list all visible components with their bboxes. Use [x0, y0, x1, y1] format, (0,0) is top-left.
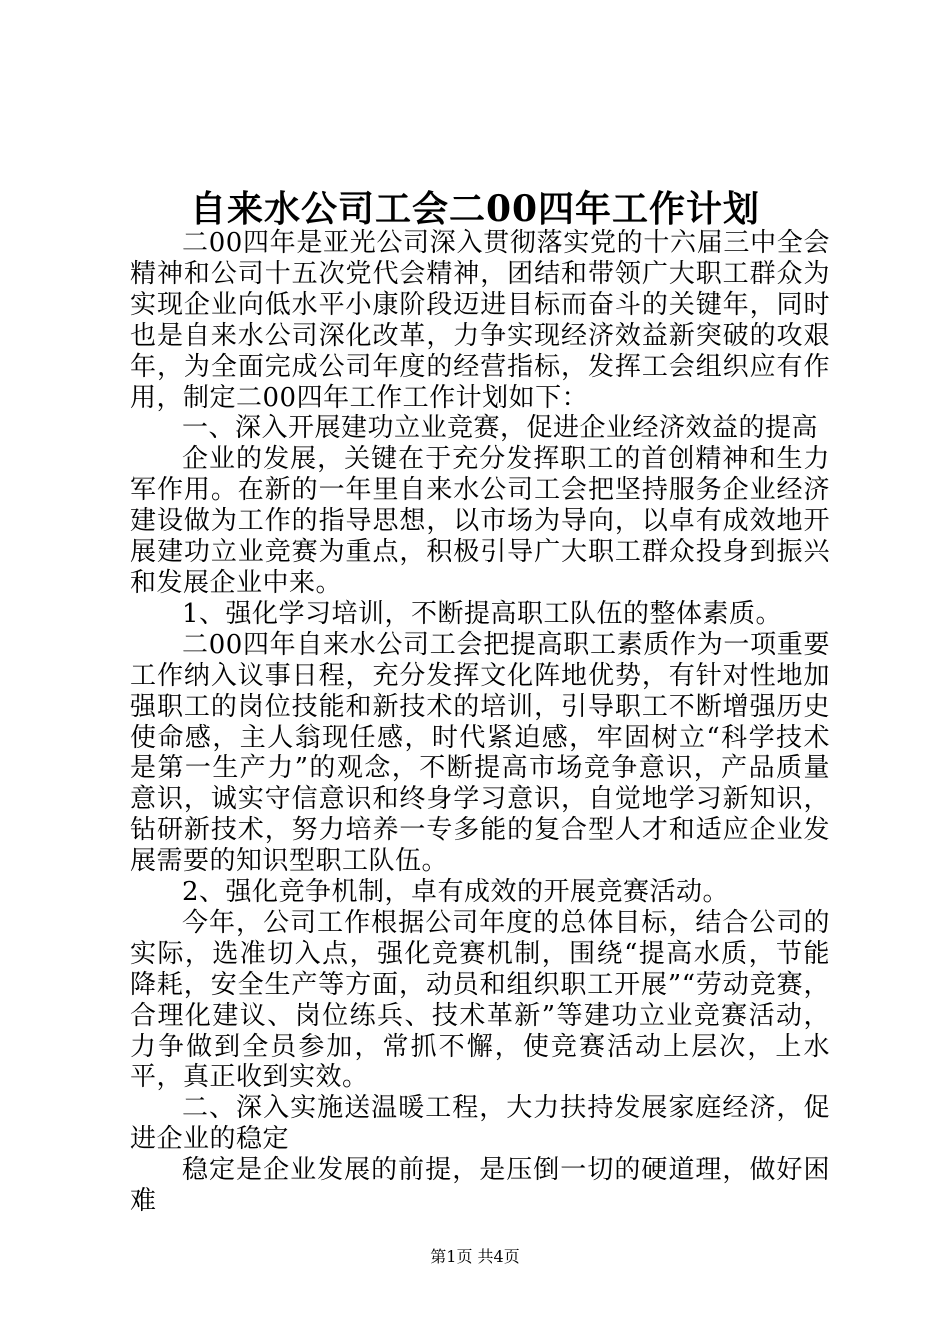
document-body — [130, 228, 830, 1217]
paragraph-intro: 二00四年是亚光公司深入贯彻落实党的十六届三中全会精神和公司十五次党代会精神，团结和带领广大职工群众为实现企业向低水平小康阶段迈进目标而奋斗的关键年，同时也是自来水公司深化改革，力争实现经济效益新突破的攻艰年，为全面完成公司年度的经营指标，发挥工会组织应有作用，制定二00四年工作工作计划如下： — [130, 228, 830, 413]
paragraph-subsection-2: 今年，公司工作根据公司年度的总体目标，结合公司的实际，选准切入点，强化竞赛机制，围绕“提高水质，节能降耗，安全生产等方面，动员和组织职工开展”“劳动竞赛，合理化建议、岗位练兵、技术革新”等建功立业竞赛活动，力争做到全员参加，常抓不懈，使竞赛活动上层次，上水平，真正收到实效。 — [130, 907, 830, 1093]
subsection-heading-2: 2、强化竞争机制，卓有成效的开展竞赛活动。 — [182, 877, 730, 908]
section-heading-1: 一、深入开展建功立业竞赛，促进企业经济效益的提高 — [182, 413, 819, 444]
page-number-footer: 第1页 共4页 — [430, 1247, 520, 1266]
paragraph-subsection-1: 二00四年自来水公司工会把提高职工素质作为一项重要工作纳入议事日程，充分发挥文化阵地优势，有针对性地加强职工的岗位技能和新技术的培训，引导职工不断增强历史使命感，主人翁现任感，时代紧迫感，牢固树立“科学技术是第一生产力”的观念，不断提高市场竞争意识，产品质量意识，诚实守信意识和终身学习意识，自觉地学习新知识，钻研新技术，努力培养一专多能的复合型人才和适应企业发展需要的知识型职工队伍。 — [130, 629, 830, 877]
subsection-heading-1: 1、强化学习培训，不断提高职工队伍的整体素质。 — [182, 598, 783, 629]
section-heading-2: 二、深入实施送温暖工程，大力扶持发展家庭经济，促进企业的稳定 — [130, 1093, 830, 1155]
document-title: 自来水公司工会二00四年工作计划 — [189, 188, 761, 230]
paragraph-section-1: 企业的发展，关键在于充分发挥职工的首创精神和生力军作用。在新的一年里自来水公司工会把坚持服务企业经济建设做为工作的指导思想，以市场为导向，以卓有成效地开展建功立业竞赛为重点，积极引导广大职工群众投身到振兴和发展企业中来。 — [130, 444, 830, 598]
paragraph-section-2: 稳定是企业发展的前提，是压倒一切的硬道理，做好困难 — [130, 1155, 830, 1217]
